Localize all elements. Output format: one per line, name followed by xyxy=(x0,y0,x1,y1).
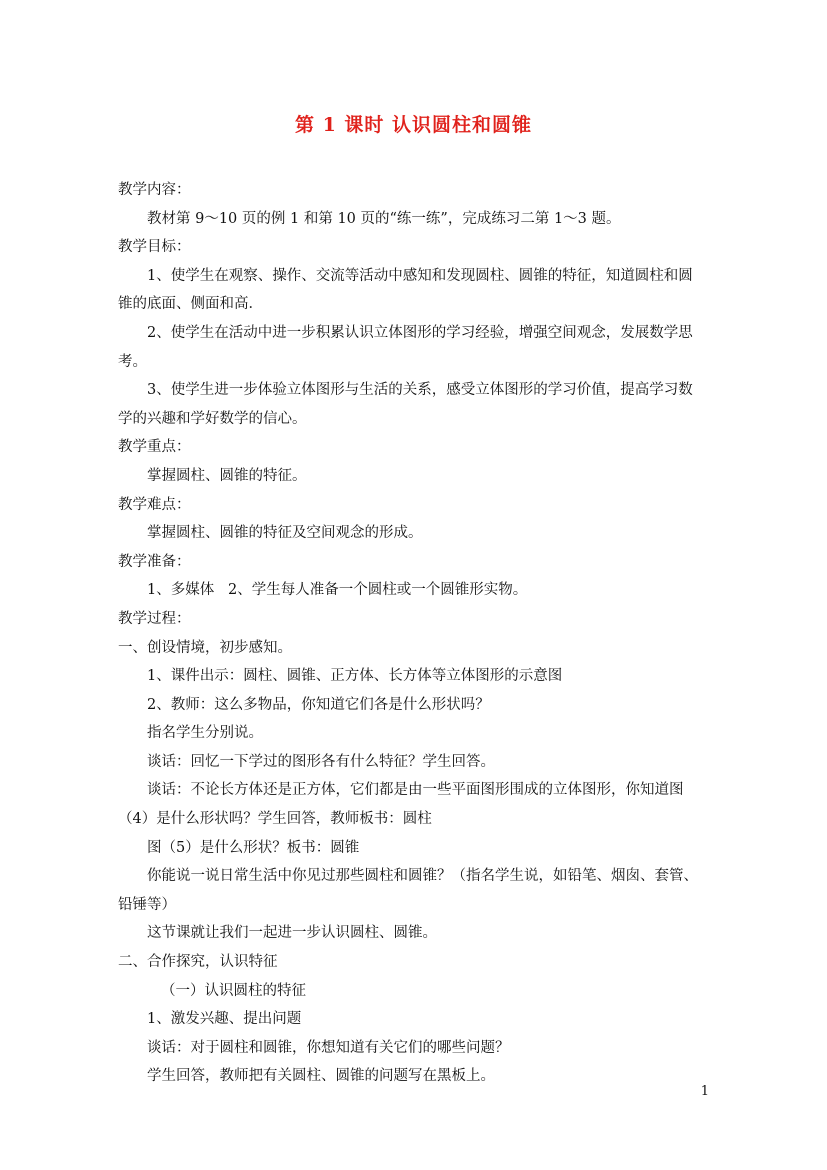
text-line: 图（5）是什么形状？板书：圆锥 xyxy=(147,839,360,856)
text-line: 1、激发兴趣、提出问题 xyxy=(147,1011,302,1028)
text-line: 谈话：对于圆柱和圆锥，你想知道有关它们的哪些问题？ xyxy=(147,1039,510,1056)
text-line: 1、使学生在观察、操作、交流等活动中感知和发现圆柱、圆锥的特征，知道圆柱和圆 xyxy=(147,267,693,284)
text-line: 掌握圆柱、圆锥的特征。 xyxy=(147,467,307,484)
text-line: 这节课就让我们一起进一步认识圆柱、圆锥。 xyxy=(147,925,437,942)
text-line: 考。 xyxy=(118,353,147,370)
text-line: 学的兴趣和学好数学的信心。 xyxy=(118,410,307,427)
text-line: 2、教师：这么多物品，你知道它们各是什么形状吗？ xyxy=(147,696,490,713)
text-line: 3、使学生进一步体验立体图形与生活的关系，感受立体图形的学习价值，提高学习数 xyxy=(147,382,693,399)
text-line: 谈话：回忆一下学过的图形各有什么特征？学生回答。 xyxy=(147,753,495,770)
text-line: 教学内容： xyxy=(118,182,191,198)
text-line: 学生回答，教师把有关圆柱、圆锥的问题写在黑板上。 xyxy=(147,1068,495,1085)
text-line: 你能说一说日常生活中你见过那些圆柱和圆锥？（指名学生说，如铅笔、烟囱、套管、 xyxy=(147,868,698,885)
text-line: 指名学生分别说。 xyxy=(147,725,263,742)
text-line: 锥的底面、侧面和高． xyxy=(118,296,263,313)
lesson-body xyxy=(118,176,708,1091)
text-line: 二、合作探究，认识特征 xyxy=(118,954,278,971)
text-line: 教学目标： xyxy=(118,239,191,256)
page-title: 第 1 课时 认识圆柱和圆锥 xyxy=(294,114,533,136)
text-line: 教材第 9～10 页的例 1 和第 10 页的“练一练”，完成练习二第 1～3 题。 xyxy=(147,210,621,227)
text-line: 教学重点： xyxy=(118,439,191,456)
text-line: 1、多媒体 2、学生每人准备一个圆柱或一个圆锥形实物。 xyxy=(147,582,528,599)
text-line: 教学准备： xyxy=(118,553,191,570)
text-line: 铅锤等） xyxy=(118,896,176,913)
page-number: 1 xyxy=(700,1084,709,1099)
text-line: 1、课件出示：圆柱、圆锥、正方体、长方体等立体图形的示意图 xyxy=(147,668,563,685)
text-line: 教学过程： xyxy=(118,610,191,627)
text-line: 谈话：不论长方体还是正方体，它们都是由一些平面图形围成的立体图形，你知道图 xyxy=(147,782,684,799)
text-line: 2、使学生在活动中进一步积累认识立体图形的学习经验，增强空间观念，发展数学思 xyxy=(147,324,693,341)
text-line: （一）认识圆柱的特征 xyxy=(161,982,306,999)
text-line: 一、创设情境，初步感知。 xyxy=(118,639,292,656)
text-line: 教学难点： xyxy=(118,496,191,513)
text-line: 掌握圆柱、圆锥的特征及空间观念的形成。 xyxy=(147,525,423,542)
text-line: （4）是什么形状吗？学生回答，教师板书：圆柱 xyxy=(118,811,432,828)
